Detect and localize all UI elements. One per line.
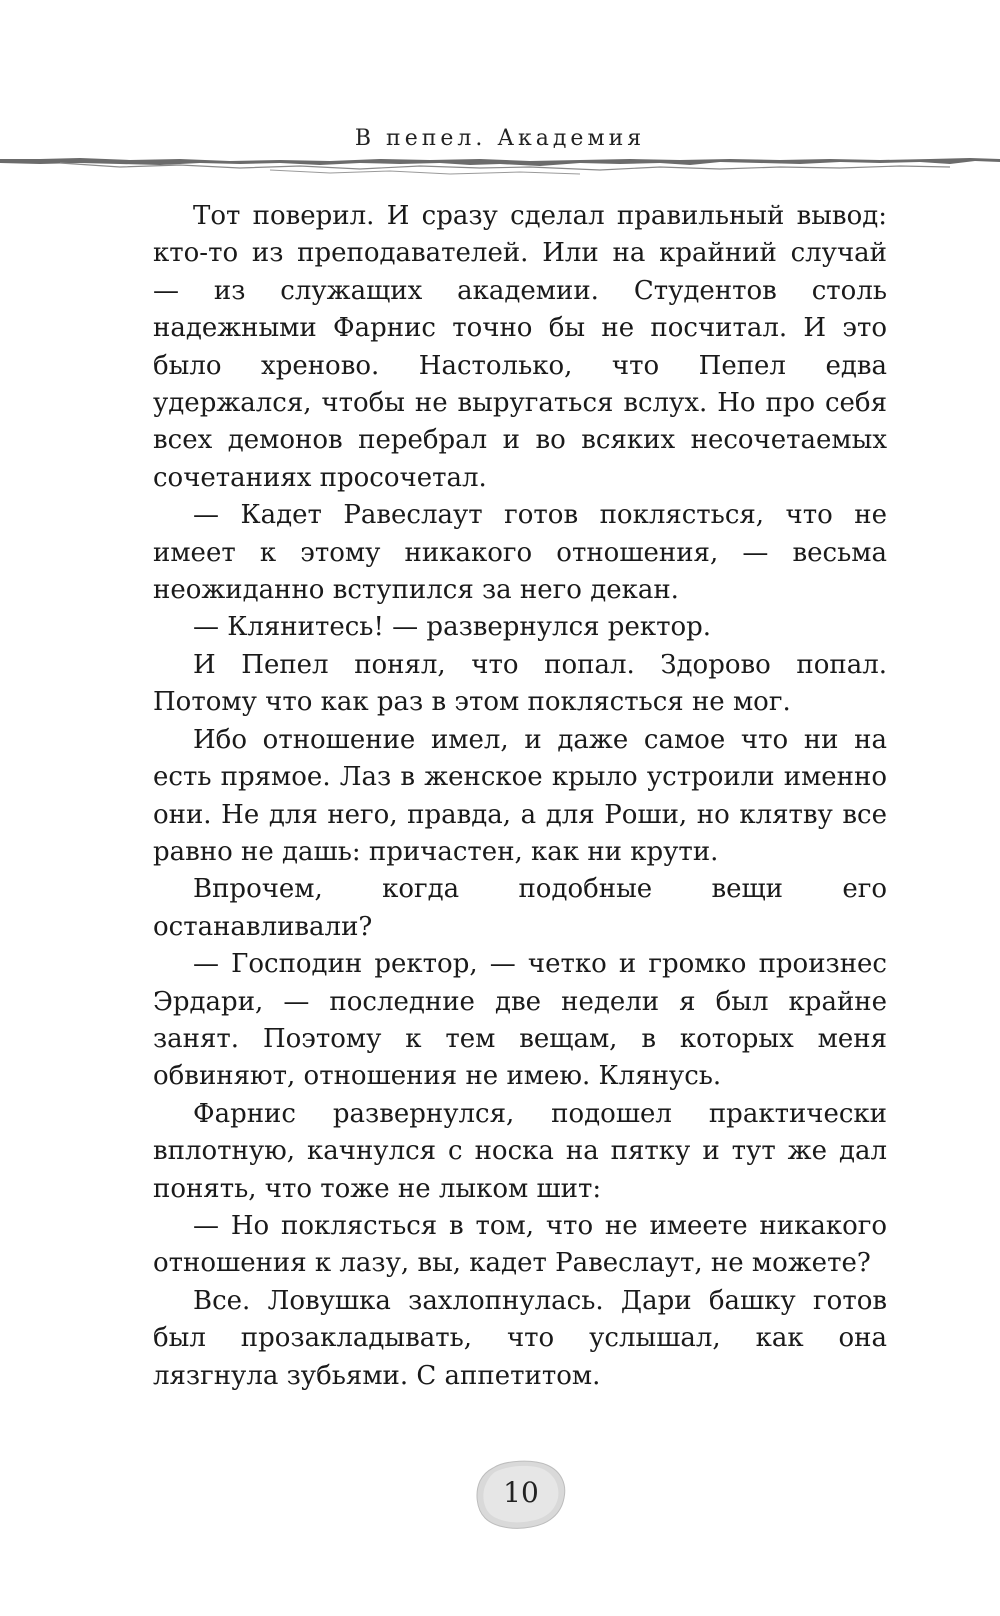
paragraph: И Пепел понял, что попал. Здорово попал. Потому что как раз в этом поклясться не мог. (153, 649, 887, 718)
page-number-badge (473, 1458, 569, 1534)
running-head-title: В пепел. Академия (354, 126, 646, 151)
page-number: 10 (503, 1476, 539, 1509)
paragraph: Фарнис развернулся, подошел практически вплотную, качнулся с носка на пятку и тут же дал понять, что тоже не лыком шит: (153, 1098, 887, 1204)
paragraph: Тот поверил. И сразу сделал правильный вывод: кто-то из преподавателей. Или на крайний случай — из служащих академии. Студентов столь надежными Фарнис точно бы не посчитал. И это было хреново. Настолько, что Пепел едва удержался, чтобы не выругаться вслух. Но про себя всех демонов перебрал и во всяких несочетаемых сочетаниях просочетал. (153, 201, 887, 493)
paragraph: Впрочем, когда подобные вещи его останавливали? (153, 874, 887, 942)
paragraph: — Кадет Равеслаут готов поклясться, что не имеет к этому никакого отношения, — весьма неожиданно вступился за него декан. (153, 500, 887, 606)
body-text (153, 198, 887, 1395)
paragraph: — Но поклясться в том, что не имеете никакого отношения к лазу, вы, кадет Равеслаут, не можете? (153, 1210, 887, 1279)
paragraph: — Господин ректор, — четко и громко произнес Эрдари, — последние две недели я был крайне занят. Поэтому к тем вещам, в которых меня обвиняют, отношения не имею. Клянусь. (153, 949, 887, 1092)
paragraph: — Клянитесь! — развернулся ректор. (193, 612, 712, 643)
paragraph: Ибо отношение имел, и даже самое что ни на есть прямое. Лаз в женское крыло устроили именно они. Не для него, правда, а для Роши, но клятву все равно не дашь: причастен, как ни крути. (153, 724, 887, 867)
paragraph: Все. Ловушка захлопнулась. Дари башку готов был прозакладывать, что услышал, как она лязгнула зубьями. С аппетитом. (153, 1285, 887, 1391)
torn-paper-divider (0, 150, 1000, 180)
